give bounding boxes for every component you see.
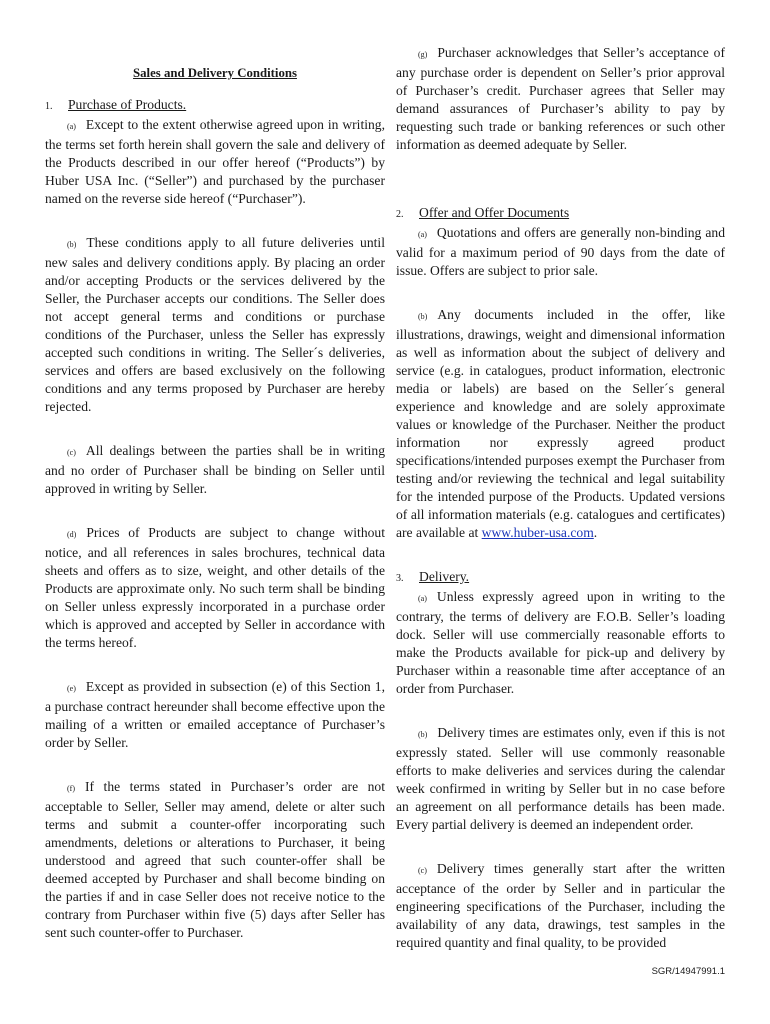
paragraph-1c — [45, 442, 385, 498]
section-title: Purchase of Products. — [68, 97, 187, 112]
paragraph-marker: (c) — [67, 448, 76, 457]
paragraph-marker: (a) — [418, 230, 427, 239]
paragraph-marker: (f) — [67, 784, 75, 793]
paragraph-text: All dealings between the parties shall be in writing and no order of Purchaser shall be binding on Seller until approved in writing by Seller. — [45, 443, 385, 496]
paragraph-text: If the terms stated in Purchaser’s order are not acceptable to Seller, Seller may amend, delete or alter such terms and submit a counter-offer incorporating such amendments, deletions or alterations to Purchaser, it being understood and agreed that such counter-offer shall be deemed accepted by Purchaser and shall become binding on the parties if and in case Seller does not receive notice to the contrary from Purchaser within five (5) days after Seller has sent such counter-offer to Purchaser. — [45, 779, 385, 940]
section-3-heading — [396, 568, 725, 588]
paragraph-marker: (a) — [67, 122, 76, 131]
paragraph-text: Delivery times generally start after the written acceptance of the order by Seller and in particular the engineering specifications of the Purchaser, including the availability of any data, drawings, test samples in the required quantity and final quality, to be provided — [396, 861, 725, 950]
huber-website-link[interactable]: www.huber-usa.com — [481, 525, 594, 540]
paragraph-1b — [45, 234, 385, 416]
paragraph-marker: (c) — [418, 866, 427, 875]
section-2-heading — [396, 204, 725, 224]
paragraph-1a — [45, 116, 385, 208]
section-1-heading — [45, 96, 385, 116]
paragraph-marker: (d) — [67, 530, 77, 539]
paragraph-text: Quotations and offers are generally non-binding and valid for a maximum period of 90 days from the date of issue. Offers are subject to prior sale. — [396, 225, 725, 278]
paragraph-1g — [396, 44, 725, 154]
paragraph-3c — [396, 860, 725, 952]
section-title: Delivery. — [419, 569, 470, 584]
document-reference-footer: SGR/14947991.1 — [651, 966, 725, 977]
paragraph-2a — [396, 224, 725, 280]
paragraph-1f — [45, 778, 385, 942]
paragraph-text: Except to the extent otherwise agreed upon in writing, the terms set forth herein shall govern the sale and delivery of the Products described in our offer hereof (“Products”) by Huber USA Inc. (“Seller”) and purchased by the purchaser named on the reverse side hereof (“Purchaser”). — [45, 117, 385, 206]
paragraph-text: Purchaser acknowledges that Seller’s acceptance of any purchase order is dependent on Seller’s prior approval of Purchaser’s credit. Purchaser agrees that Seller may demand assurances of Purchaser’s ability to pay by requesting such trade or banking references or such other information as deemed adequate by Seller. — [396, 45, 725, 152]
paragraph-marker: (e) — [67, 684, 76, 693]
paragraph-3b — [396, 724, 725, 834]
paragraph-text: Any documents included in the offer, like illustrations, drawings, weight and dimensional information as well as information about the subject of delivery and service (e.g. in catalogues, product information, electronic media or labels) are based on the Seller´s general experience and knowledge and are solely approximate values or knowledge of the Purchaser. Neither the product information nor expressly agreed product specifications/intended purposes exempt the Purchaser from testing and/or reviewing the technical and legal suitability for the intended purpose of the Products. Updated versions of all information materials (e.g. catalogues and certificates) are available at — [396, 307, 725, 540]
section-number: 3. — [396, 573, 404, 584]
paragraph-marker: (b) — [418, 730, 428, 739]
paragraph-text: Delivery times are estimates only, even if this is not expressly stated. Seller will use commonly reasonable efforts to make deliveries and services during the calendar week confirmed in writing by Seller but in no case before an agreement on all performance details has been made. Every partial delivery is deemed an independent order. — [396, 725, 725, 832]
paragraph-marker: (b) — [67, 240, 77, 249]
paragraph-3a — [396, 588, 725, 698]
paragraph-marker: (a) — [418, 594, 427, 603]
paragraph-text: Unless expressly agreed upon in writing to the contrary, the terms of delivery are F.O.B. Seller’s loading dock. Seller will use commercially reasonable efforts to make the Products available for pick-up and delivery by Purchaser within a reasonable time after acceptance of an order from Purchaser. — [396, 589, 725, 696]
section-number: 1. — [45, 101, 53, 112]
paragraph-text: Prices of Products are subject to change without notice, and all references in sales brochures, technical data sheets and offers as to size, weight, and other details of the Products are approximate only. No such term shall be binding on Seller unless expressly incorporated in a purchase order which is approved and accepted by Seller in accordance with the terms hereof. — [45, 525, 385, 650]
document-title: Sales and Delivery Conditions — [133, 66, 297, 80]
paragraph-marker: (g) — [418, 50, 428, 59]
paragraph-2b — [396, 306, 725, 542]
section-title: Offer and Offer Documents — [419, 205, 570, 220]
paragraph-text: These conditions apply to all future deliveries until new sales and delivery conditions apply. By placing an order and/or accepting Products or the services delivered by the Seller, the Purchaser accepts our conditions. The Seller does not accept general terms and conditions or purchase conditions of the Purchaser, unless the Seller has expressly accepted such conditions in writing. The Seller´s deliveries, services and offers are based exclusively on the following conditions and any terms proposed by Purchaser are hereby rejected. — [45, 235, 385, 414]
paragraph-end: . — [593, 525, 598, 540]
paragraph-text: Except as provided in subsection (e) of this Section 1, a purchase contract hereunder shall become effective upon the mailing of a written or emailed acceptance of Purchaser’s order by Seller. — [45, 679, 385, 750]
paragraph-marker: (b) — [418, 312, 428, 321]
section-number: 2. — [396, 209, 404, 220]
left-column — [45, 44, 385, 968]
paragraph-1e — [45, 678, 385, 752]
right-column — [396, 44, 725, 978]
paragraph-1d — [45, 524, 385, 652]
